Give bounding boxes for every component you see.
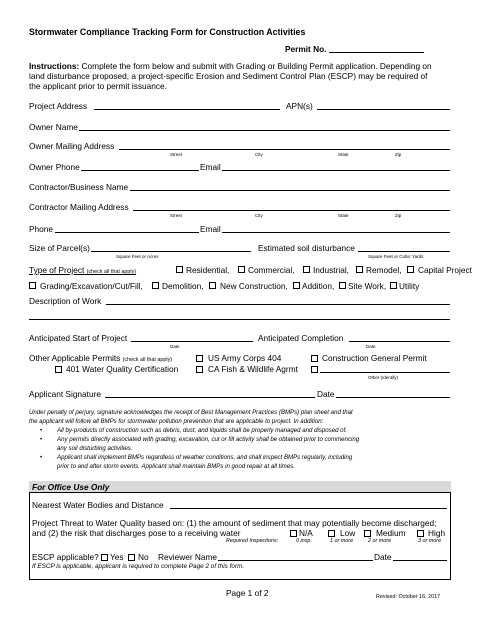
soil-disturbance-label: Estimated soil disturbance	[258, 243, 355, 253]
project-address-label: Project Address	[29, 101, 88, 111]
contractor-mailing-field[interactable]	[133, 210, 450, 211]
insp-na: 0 insp.	[296, 538, 312, 544]
threat-line-2: and (2) the risk that discharges pose to a receiving water	[32, 528, 241, 538]
anticipated-completion-label: Anticipated Completion	[258, 333, 344, 343]
bullet-3-line-2: prior to and after storm events. Applicant shall maintain BMPs in good repair at all times.	[57, 463, 295, 470]
contractor-name-label: Contractor/Business Name	[29, 182, 129, 192]
bullet-2-line-1: Any permits directly associated with grading, excavation, cut or fill activity shall be obtained prior to commencing	[57, 436, 360, 443]
bullet-dot: •	[40, 436, 43, 443]
sqft-acres-hint: Square Feet or Acres	[116, 254, 159, 259]
site-work-label: Site Work,	[348, 281, 387, 291]
owner-name-field[interactable]	[79, 130, 450, 131]
signature-date-field[interactable]	[336, 397, 450, 398]
threat-high-checkbox[interactable]	[417, 530, 424, 537]
escp-yes-label: Yes	[110, 552, 124, 562]
street-hint: Street	[170, 213, 183, 218]
instructions-line-2: land disturbance proposed, a project-specific Erosion and Sediment Control Plan (ESCP) may be required of	[29, 71, 428, 81]
contractor-phone-label: Phone	[29, 224, 53, 234]
owner-mailing-label: Owner Mailing Address	[29, 141, 115, 151]
applicant-signature-label: Applicant Signature	[29, 389, 101, 399]
contractor-email-label: Email	[200, 224, 221, 234]
wqc-401-label: 401 Water Quality Certification	[66, 364, 179, 374]
zip-hint: Zip	[395, 213, 402, 218]
anticipated-completion-field[interactable]	[349, 341, 450, 342]
owner-mailing-field[interactable]	[119, 149, 450, 150]
form-title: Stormwater Compliance Tracking Form for Construction Activities	[29, 27, 306, 37]
demolition-checkbox[interactable]	[152, 282, 159, 289]
addition-label: Addition,	[302, 281, 335, 291]
army-corps-label: US Army Corps 404	[208, 353, 282, 363]
reviewer-name-label: Reviewer Name	[158, 552, 218, 562]
completion-date-hint: Date	[366, 344, 376, 349]
cgp-label: Construction General Permit	[322, 353, 427, 363]
threat-low-checkbox[interactable]	[328, 530, 335, 537]
utility-checkbox[interactable]	[390, 282, 397, 289]
nearest-water-label: Nearest Water Bodies and Distance	[32, 500, 164, 510]
page-number: Page 1 of 2	[226, 588, 269, 598]
bullet-dot: •	[40, 427, 43, 434]
other-permit-field[interactable]	[320, 372, 450, 373]
reviewer-date-label: Date	[374, 552, 392, 562]
permit-no-field[interactable]	[329, 52, 424, 53]
escp-note: If ESCP is applicable, applicant is required to complete Page 2 of this form.	[32, 563, 245, 570]
threat-high-label: High	[428, 528, 446, 538]
utility-label: Utility	[399, 281, 420, 291]
parcel-size-label: Size of Parcel(s)	[29, 243, 90, 253]
addition-checkbox[interactable]	[293, 282, 300, 289]
insp-high: 3 or more	[418, 538, 442, 544]
city-hint: City	[255, 213, 263, 218]
soil-disturbance-field[interactable]	[358, 251, 450, 252]
permit-no-label: Permit No.	[285, 44, 327, 54]
applicant-signature-field[interactable]	[105, 397, 315, 398]
signature-date-label: Date	[317, 389, 335, 399]
instructions-line-1: Instructions: Complete the form below and submit with Grading or Building Permit application. Depending on	[29, 61, 432, 71]
description-field-line-2[interactable]	[29, 319, 450, 320]
parcel-size-field[interactable]	[91, 251, 251, 252]
capital-project-label: Capital Project	[418, 265, 472, 275]
remodel-label: Remodel,	[366, 265, 402, 275]
description-field[interactable]	[106, 304, 450, 305]
apn-field[interactable]	[317, 109, 450, 110]
contractor-mailing-label: Contractor Mailing Address	[29, 202, 129, 212]
grading-checkbox[interactable]	[29, 282, 36, 289]
grading-label: Grading/Excavation/Cut/Fill,	[40, 281, 143, 291]
state-hint: State	[338, 213, 349, 218]
escp-yes-checkbox[interactable]	[101, 554, 108, 561]
escp-no-checkbox[interactable]	[128, 554, 135, 561]
fish-wildlife-checkbox[interactable]	[196, 366, 203, 373]
bullet-1: All by-products of construction such as debris, dust, and liquids shall be properly managed and disposed of.	[57, 427, 347, 434]
perjury-line-2: the applicant will follow all BMPs for stormwater pollution prevention that are applicable to project. In addition:	[29, 418, 324, 425]
commercial-checkbox[interactable]	[238, 266, 245, 273]
reviewer-name-field[interactable]	[218, 560, 373, 561]
contractor-phone-field[interactable]	[55, 232, 199, 233]
threat-low-label: Low	[340, 528, 356, 538]
new-construction-label: New Construction,	[220, 281, 288, 291]
cgp-checkbox[interactable]	[311, 355, 318, 362]
demolition-label: Demolition,	[162, 281, 204, 291]
perjury-line-1: Under penalty of perjury, signature acknowledges the receipt of Best Management Practices (BMPs) plan sheet and that	[29, 409, 353, 416]
industrial-checkbox[interactable]	[303, 266, 310, 273]
city-hint: City	[255, 152, 263, 157]
required-inspections-label: Required Inspections:	[226, 538, 279, 544]
threat-medium-label: Medium	[376, 528, 406, 538]
apn-label: APN(s)	[286, 101, 313, 111]
owner-phone-field[interactable]	[81, 170, 199, 171]
contractor-name-field[interactable]	[130, 190, 450, 191]
type-of-project-label: Type of Project (check all that apply)	[29, 265, 137, 275]
anticipated-start-field[interactable]	[131, 341, 253, 342]
escp-no-label: No	[138, 552, 149, 562]
insp-low: 1 or more	[330, 538, 354, 544]
wqc-401-checkbox[interactable]	[55, 366, 62, 373]
threat-line-1: Project Threat to Water Quality based on: (1) the amount of sediment that may potentially become discharged;	[32, 518, 437, 528]
new-construction-checkbox[interactable]	[209, 282, 216, 289]
threat-na-checkbox[interactable]	[290, 530, 297, 537]
commercial-label: Commercial,	[248, 265, 295, 275]
army-corps-checkbox[interactable]	[196, 355, 203, 362]
owner-phone-label: Owner Phone	[29, 162, 80, 172]
contractor-email-field[interactable]	[222, 232, 450, 233]
instructions-line-3: the applicant prior to permit issuance.	[29, 81, 167, 91]
zip-hint: Zip	[395, 152, 402, 157]
start-date-hint: Date	[170, 344, 180, 349]
owner-email-label: Email	[200, 162, 221, 172]
insp-medium: 2 or more	[368, 538, 392, 544]
bullet-2-line-2: any soil disturbing activities.	[57, 445, 133, 452]
reviewer-date-field[interactable]	[393, 560, 447, 561]
residential-label: Residential,	[186, 265, 230, 275]
escp-applicable-label: ESCP applicable?	[32, 552, 99, 562]
other-permits-label: Other Applicable Permits (check all that apply)	[29, 353, 173, 363]
threat-medium-checkbox[interactable]	[364, 530, 371, 537]
nearest-water-field[interactable]	[170, 508, 447, 509]
description-label: Description of Work	[29, 296, 102, 306]
owner-name-label: Owner Name	[29, 122, 78, 132]
state-hint: State	[338, 152, 349, 157]
revised-date: Revised: October 16, 2017	[376, 594, 441, 600]
industrial-label: Industrial,	[313, 265, 349, 275]
site-work-checkbox[interactable]	[339, 282, 346, 289]
street-hint: Street	[170, 152, 183, 157]
project-address-field[interactable]	[94, 109, 280, 110]
sqft-cuyd-hint: Square Feet or Cubic Yards	[368, 254, 424, 259]
threat-na-label: N/A	[299, 528, 313, 538]
anticipated-start-label: Anticipated Start of Project	[29, 333, 128, 343]
office-use-header: For Office Use Only	[32, 482, 110, 492]
bullet-3-line-1: Applicant shall implement BMPs regardless of weather conditions, and shall inspect BMPs regularly, including	[57, 454, 353, 461]
remodel-checkbox[interactable]	[356, 266, 363, 273]
owner-email-field[interactable]	[222, 170, 450, 171]
other-permit-checkbox[interactable]	[311, 366, 318, 373]
bullet-dot: •	[40, 454, 43, 461]
fish-wildlife-label: CA Fish & Wildlife Agrmt	[208, 364, 298, 374]
capital-project-checkbox[interactable]	[407, 266, 414, 273]
other-identify-hint: Other (Identify)	[368, 375, 399, 380]
residential-checkbox[interactable]	[176, 266, 183, 273]
